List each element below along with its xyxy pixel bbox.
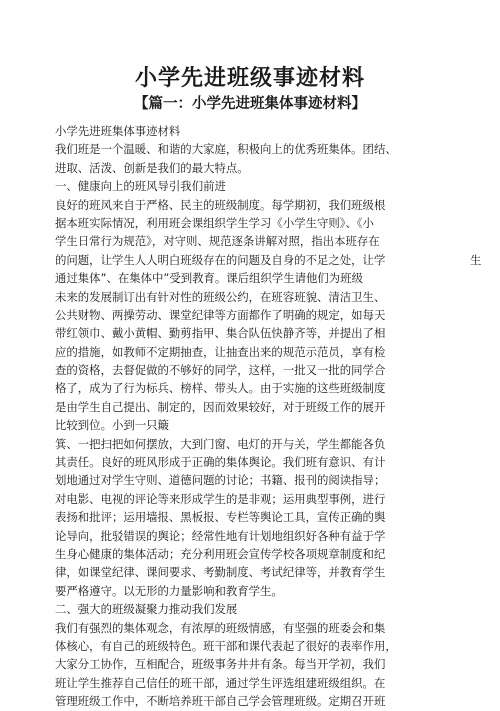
text-line: 小学先进班集体事迹材料 bbox=[55, 124, 181, 138]
text-line: 体核心，有自己的班级特色。班干部和课代表起了很好的表率作用， bbox=[55, 638, 397, 653]
document-subtitle: 【篇一：小学先进班集体事迹材料】 bbox=[134, 96, 366, 112]
text-line: 对电影、电视的评论等来形成学生的是非观；运用典型事例，进行 bbox=[55, 491, 386, 506]
text-line: 未来的发展制订出有针对性的班级公约，在班容班貌、清洁卫生、 bbox=[55, 289, 386, 304]
text-line: 其责任。良好的班风形成于正确的集体舆论。我们班有意识、有计 bbox=[55, 455, 386, 470]
text-line: 查的资格，去督促做的不够好的同学，这样，一批又一批的同学合 bbox=[55, 363, 386, 378]
text-line: 管理班级工作中，不断培养班干部自己学会管理班级。定期召开班 bbox=[55, 694, 386, 709]
stray-character: 生 bbox=[470, 252, 482, 267]
text-line: 我们班是一个温暖、和谐的大家庭，积极向上的优秀班集体。团结、 bbox=[55, 142, 397, 157]
text-line: 良好的班风来自于严格、民主的班级制度。每学期初，我们班级根 bbox=[55, 197, 386, 212]
text-line: 要严格遵守。以无形的力量影响和教育学生。 bbox=[55, 583, 283, 598]
text-line: 是由学生自己提出、制定的，因而效果较好，对于班级工作的展开 bbox=[55, 399, 386, 414]
section-heading: 一、健康向上的班风导引我们前进 bbox=[55, 179, 226, 194]
text-line: 应的措施，如教师不定期抽查，让抽查出来的规范示范员，享有检 bbox=[55, 344, 386, 359]
text-line: 进取、活泼、创新是我们的最大特点。 bbox=[55, 160, 249, 175]
text-line: 论导向，批驳错误的舆论；经常性地有计划地组织好各种有益于学 bbox=[55, 528, 386, 543]
text-line: 班让学生推荐自己信任的班干部，通过学生评选组建班级组织。在 bbox=[55, 675, 386, 690]
text-line: 通过集体”、在集体中”受到教育。课后组织学生请他们为班级 bbox=[55, 271, 363, 286]
text-line: 箕、一把扫把如何摆放，大到门窗、电灯的开与关，学生都能各负 bbox=[55, 436, 386, 451]
text-line: 我们有强烈的集体观念，有浓厚的班级情感，有坚强的班委会和集 bbox=[55, 620, 386, 635]
text-line: 公共财物、两操劳动、课堂纪律等方面都作了明确的规定，如每天 bbox=[55, 307, 386, 322]
document-title: 小学先进班级事迹材料 bbox=[134, 66, 365, 91]
text-line: 划地通过对学生守则、道德问题的讨论；书籍、报刊的阅读指导； bbox=[55, 473, 386, 488]
text-line: 律，如课堂纪律、课间要求、考勤制度、考试纪律等，并教育学生 bbox=[55, 565, 386, 580]
section-heading: 二、强大的班级凝聚力推动我们发展 bbox=[55, 602, 238, 617]
text-line: 表扬和批评；运用墙报、黑板报、专栏等舆论工具，宣传正确的舆 bbox=[55, 510, 386, 525]
text-line-content: 的问题，让学生人人明白班级存在的问题及自身的不足之处，让学 bbox=[55, 252, 386, 267]
text-line: 大家分工协作，互相配合，班级事务井井有条。每当开学初，我们 bbox=[55, 657, 386, 672]
text-line: 比较到位。小到一只簸 bbox=[55, 418, 169, 433]
document-body bbox=[55, 122, 482, 711]
text-line: 格了，成为了行为标兵、榜样、带头人。由于实施的这些班级制度 bbox=[55, 381, 386, 396]
text-line bbox=[55, 251, 482, 269]
text-line: 生身心健康的集体活动；充分利用班会宣传学校各项规章制度和纪 bbox=[55, 546, 386, 561]
text-line: 学生日常行为规范》，对守则、规范逐条讲解对照，指出本班存在 bbox=[55, 234, 380, 249]
text-line: 带红领巾、戴小黄帽、勤剪指甲、集合队伍快静齐等，并提出了相 bbox=[55, 326, 386, 341]
text-line: 据本班实际情况，利用班会课组织学生学习《小学生守则》、《小 bbox=[55, 215, 374, 230]
